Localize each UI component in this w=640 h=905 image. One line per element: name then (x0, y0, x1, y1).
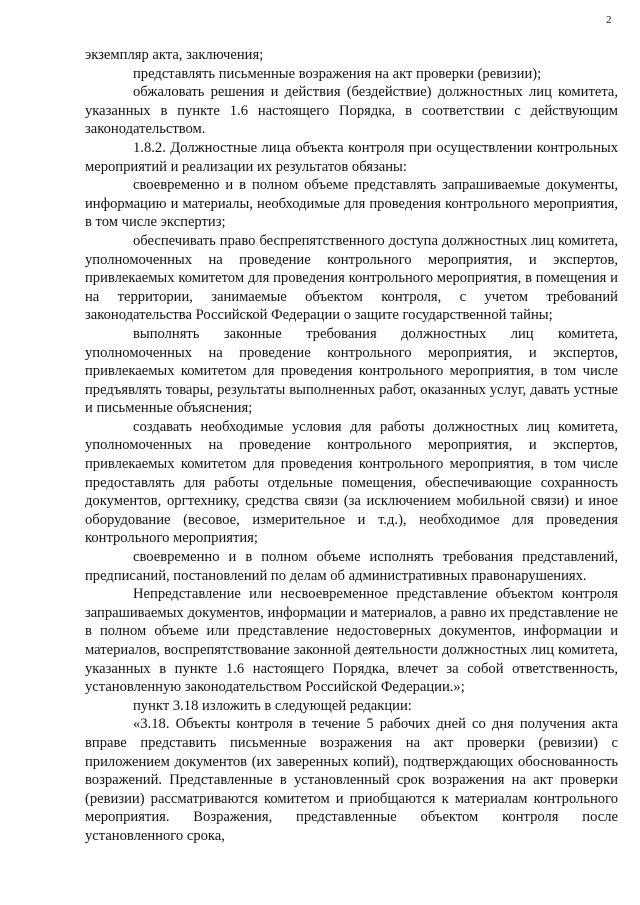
paragraph: своевременно и в полном объеме представлять запрашиваемые документы, информацию и материалы, необходимые для проведения контрольного мероприятия, в том числе экспертиз; (85, 177, 618, 231)
paragraph: представлять письменные возражения на акт проверки (ревизии); (133, 65, 542, 82)
paragraph: «3.18. Объекты контроля в течение 5 рабочих дней со дня получения акта вправе представить письменные возражения на акт проверки (ревизии) с приложением документов (их заверенных копий), подтверждающих обоснованность возражений. Представленные в установленный срок возражения на акт проверки (ревизии) рассматриваются комитетом и приобщаются к материалам контрольного мероприятия. Возражения, представленные объектом контроля после установленного срока, (85, 716, 618, 844)
paragraph: 1.8.2. Должностные лица объекта контроля при осуществлении контрольных мероприятий и реализации их результатов обязаны: (85, 139, 618, 175)
paragraph-continuation: экземпляр акта, заключения; (85, 47, 264, 63)
paragraph: обеспечивать право беспрепятственного доступа должностных лиц комитета, уполномоченных на проведение контрольного мероприятия, и экспертов, привлекаемых комитетом для проведения контрольного мероприятия, в помещения и на территории, занимаемые объектом контроля, с учетом требований законодательства Российской Федерации о защите государственной тайны; (85, 232, 618, 324)
document-body (85, 46, 618, 846)
page-number: 2 (606, 14, 612, 26)
paragraph: выполнять законные требования должностных лиц комитета, уполномоченных на проведение контрольного мероприятия, и экспертов, привлекаемых комитетом для проведения контрольного мероприятия, в том числе предъявлять товары, результаты выполненных работ, оказанных услуг, давать устные и письменные объяснения; (85, 325, 618, 417)
paragraph: пункт 3.18 изложить в следующей редакции: (133, 697, 412, 714)
paragraph: Непредставление или несвоевременное представление объектом контроля запрашиваемых документов, информации и материалов, а равно их представление не в полном объеме или представление недостоверных документов, информации и материалов, воспрепятствование законной деятельности должностных лиц комитета, указанных в пункте 1.6 настоящего Порядка, влечет за собой ответственность, установленную законодательством Российской Федерации.»; (85, 586, 618, 696)
paragraph: своевременно и в полном объеме исполнять требования представлений, предписаний, постановлений по делам об административных правонарушениях. (85, 549, 618, 584)
paragraph: создавать необходимые условия для работы должностных лиц комитета, уполномоченных на проведение контрольного мероприятия, и экспертов, привлекаемых комитетом для проведения контрольного мероприятия, в том числе предоставлять для работы отдельные помещения, обеспечивающие сохранность документов, оргтехнику, средства связи (за исключением мобильной связи) и иное оборудование (весовое, измерительное и т.д.), необходимое для проведения контрольного мероприятия; (85, 418, 618, 547)
paragraph: обжаловать решения и действия (бездействие) должностных лиц комитета, указанных в пункте 1.6 настоящего Порядка, в соответствии с действующим законодательством. (85, 84, 618, 138)
